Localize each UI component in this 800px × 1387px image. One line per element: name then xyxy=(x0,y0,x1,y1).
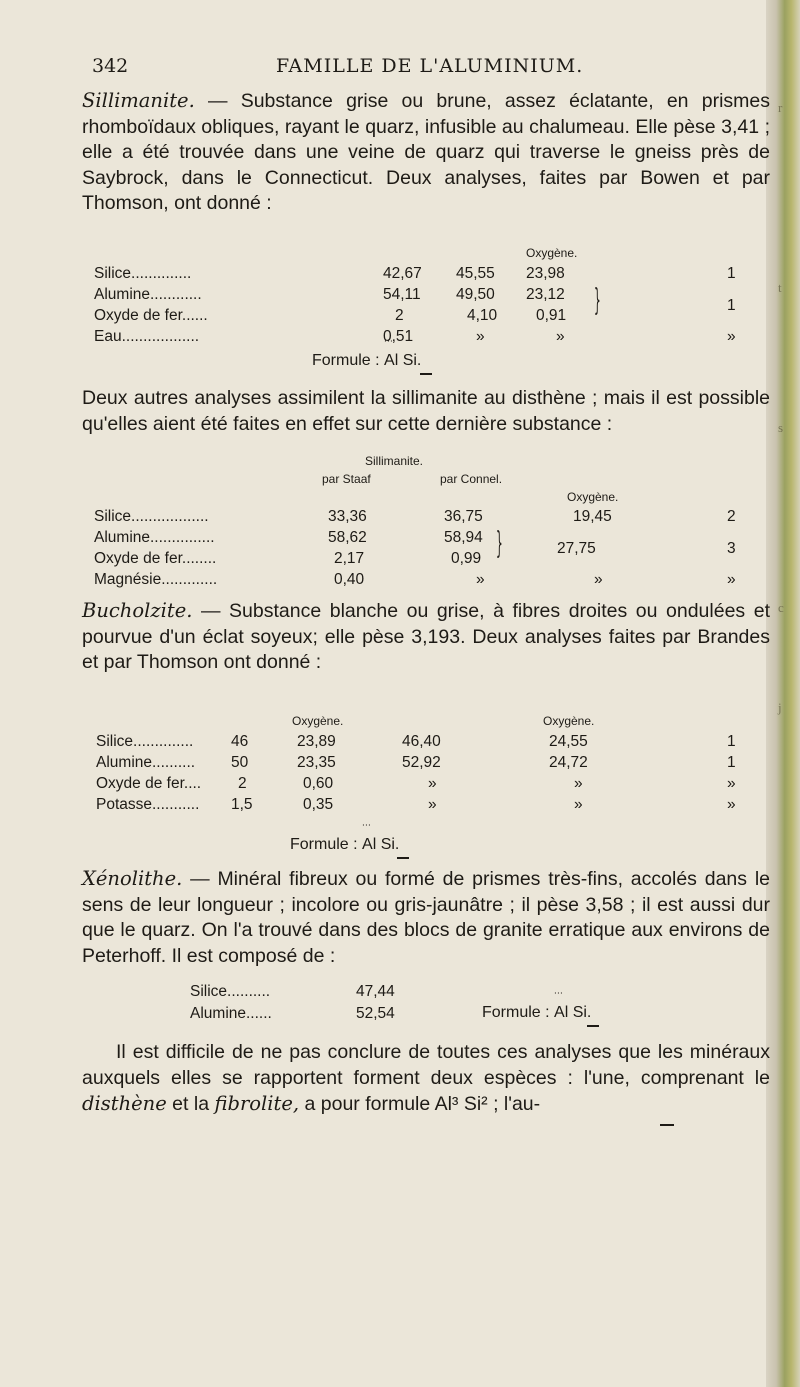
value-connel: 36,75 xyxy=(444,508,483,525)
col-connel: par Connel. xyxy=(440,472,503,486)
table-title: Sillimanite. xyxy=(365,454,424,468)
fibrolite-term: fibrolite, xyxy=(214,1092,300,1116)
oxygen-header: Oxygène. xyxy=(567,490,619,504)
value-oxygen: 19,45 xyxy=(573,508,612,525)
formula-value: ˙˙˙ Al Si. xyxy=(554,1004,591,1021)
formula-value: ˙˙˙ Al Si. xyxy=(362,836,399,853)
value-brandes: 50 xyxy=(231,754,249,771)
value-brandes-oxygen: 0,35 xyxy=(303,796,334,813)
value-thomson: » xyxy=(476,328,485,345)
row-label: Potasse........... xyxy=(96,796,200,813)
oxygen-header: Oxygène. xyxy=(526,246,578,260)
row-label: Oxyde de fer.... xyxy=(96,775,202,792)
right-brace-icon: } xyxy=(496,526,503,561)
row-label: Oxyde de fer...... xyxy=(94,307,208,324)
value-ratio: » xyxy=(727,571,736,588)
col-staaf: par Staaf xyxy=(322,472,371,486)
value-brandes: 2 xyxy=(238,775,247,792)
brace-ratio: 1 xyxy=(727,297,736,314)
value-ratio: 1 xyxy=(727,733,736,750)
formula-underbar xyxy=(587,1025,599,1027)
bucholzite-formula xyxy=(290,836,399,854)
value-brandes-oxygen: 0,60 xyxy=(303,775,334,792)
value-percent: 47,44 xyxy=(356,983,395,1000)
value-thomson: 49,50 xyxy=(456,286,495,303)
value-connel: 58,94 xyxy=(444,529,483,546)
value-ratio: » xyxy=(727,775,736,792)
value-bowen: 42,67 xyxy=(383,265,422,282)
bucholzite-paragraph xyxy=(82,598,770,676)
row-label: Magnésie............. xyxy=(94,571,218,588)
disthene-term: disthène xyxy=(82,1092,167,1116)
right-brace-icon: } xyxy=(594,283,601,318)
value-ratio: » xyxy=(727,328,736,345)
value-bowen: 54,11 xyxy=(383,286,421,303)
formula-value: ˙˙˙ Al Si. xyxy=(384,352,421,369)
value-brandes-oxygen: 23,89 xyxy=(297,733,336,750)
conclusion-text-3: a pour formule Al³ Si² ; l'au- xyxy=(299,1093,541,1116)
value-ratio: 1 xyxy=(727,265,736,282)
conclusion-text-2: et la xyxy=(166,1093,215,1116)
formula-underbar xyxy=(660,1124,674,1126)
value-thomson: 46,40 xyxy=(402,733,441,750)
brace-oxygen: 27,75 xyxy=(557,540,596,557)
value-thomson: 4,10 xyxy=(467,307,498,324)
formula-prefix: Formule : xyxy=(312,352,380,369)
value-staaf: 58,62 xyxy=(328,529,367,546)
xenolithe-paragraph xyxy=(82,866,770,969)
conclusion-text-1: Il est difficile de ne pas conclure de toutes ces analyses que les minéraux auxquels elles se rapportent forment deux espèces : l'une, comprenant le xyxy=(82,1041,770,1089)
value-oxygen: 0,91 xyxy=(536,307,567,324)
adjacent-page-edge: r t s c j xyxy=(766,0,800,1387)
row-label: Alumine............... xyxy=(94,529,215,546)
value-brandes-oxygen: 23,35 xyxy=(297,754,336,771)
formula-prefix: Formule : xyxy=(482,1004,550,1021)
value-bowen: 0,51 xyxy=(383,328,414,345)
value-ratio: » xyxy=(727,796,736,813)
value-thomson: » xyxy=(428,796,437,813)
value-bowen: 2 xyxy=(395,307,404,324)
running-header xyxy=(92,55,772,79)
value-oxygen: » xyxy=(556,328,565,345)
value-percent: 52,54 xyxy=(356,1005,395,1022)
value-thomson: 52,92 xyxy=(402,754,441,771)
sillimanite-text: — Substance grise ou brune, assez éclatante, en prismes rhomboïdaux obliques, rayant le quarz, infusible au chalumeau. Elle pèse 3,41 ; elle a été trouvée dans une veine de quarz qui traverse le gneiss près de Saybrock, dans le Connecticut. Deux analyses, faites par Bowen et par Thomson, ont donné : xyxy=(82,90,770,215)
brace-ratio: 3 xyxy=(727,540,736,557)
value-thomson-oxygen: » xyxy=(574,775,583,792)
sillimanite-name: Sillimanite. xyxy=(82,89,195,112)
value-thomson-oxygen: » xyxy=(574,796,583,813)
sillimanite-formula xyxy=(312,352,421,370)
value-ratio: 2 xyxy=(727,508,736,525)
conclusion-paragraph xyxy=(82,1040,770,1118)
row-label: Alumine.......... xyxy=(96,754,196,771)
formula-underbar xyxy=(397,857,409,859)
xenolithe-name: Xénolithe. xyxy=(82,867,183,890)
row-label: Alumine...... xyxy=(190,1005,272,1022)
oxygen-header: Oxygène. xyxy=(543,714,595,728)
value-staaf: 2,17 xyxy=(334,550,365,567)
value-thomson: » xyxy=(428,775,437,792)
xenolithe-formula xyxy=(482,1004,591,1022)
bucholzite-name: Bucholzite. xyxy=(82,599,193,622)
row-label: Silice.................. xyxy=(94,508,209,525)
value-oxygen: » xyxy=(594,571,603,588)
value-connel: » xyxy=(476,571,485,588)
formula-underbar xyxy=(420,373,432,375)
value-thomson-oxygen: 24,72 xyxy=(549,754,588,771)
row-label: Eau.................. xyxy=(94,328,200,345)
page-number: 342 xyxy=(92,55,129,77)
value-brandes: 46 xyxy=(231,733,249,750)
formula-prefix: Formule : xyxy=(290,836,358,853)
row-label: Silice.......... xyxy=(190,983,271,1000)
value-oxygen: 23,98 xyxy=(526,265,565,282)
row-label: Silice.............. xyxy=(94,265,192,282)
value-ratio: 1 xyxy=(727,754,736,771)
row-label: Alumine............ xyxy=(94,286,202,303)
second-analyses-paragraph: Deux autres analyses assimilent la sillimanite au disthène ; mais il est possible qu'elles aient été faites en effet sur cette dernière substance : xyxy=(82,387,770,435)
row-label: Oxyde de fer........ xyxy=(94,550,217,567)
sillimanite-paragraph xyxy=(82,88,770,217)
value-staaf: 0,40 xyxy=(334,571,365,588)
running-title: FAMILLE DE L'ALUMINIUM. xyxy=(276,55,584,77)
row-label: Silice.............. xyxy=(96,733,194,750)
value-staaf: 33,36 xyxy=(328,508,367,525)
value-thomson-oxygen: 24,55 xyxy=(549,733,588,750)
value-thomson: 45,55 xyxy=(456,265,495,282)
value-brandes: 1,5 xyxy=(231,796,253,813)
xenolithe-text: — Minéral fibreux ou formé de prismes très-fins, accolés dans le sens de leur longueur ; incolore ou gris-jaunâtre ; il pèse 3,58 ; il est aussi dur que le quarz. On l'a trouvé dans des blocs de granite erratique aux environs de Peterhoff. Il est composé de : xyxy=(82,868,770,967)
value-oxygen: 23,12 xyxy=(526,286,565,303)
bucholzite-text: — Substance blanche ou grise, à fibres droites ou ondulées et pourvue d'un éclat soyeux; elle pèse 3,193. Deux analyses faites par Brandes et par Thomson ont donné : xyxy=(82,600,770,674)
value-connel: 0,99 xyxy=(451,550,482,567)
oxygen-header: Oxygène. xyxy=(292,714,344,728)
